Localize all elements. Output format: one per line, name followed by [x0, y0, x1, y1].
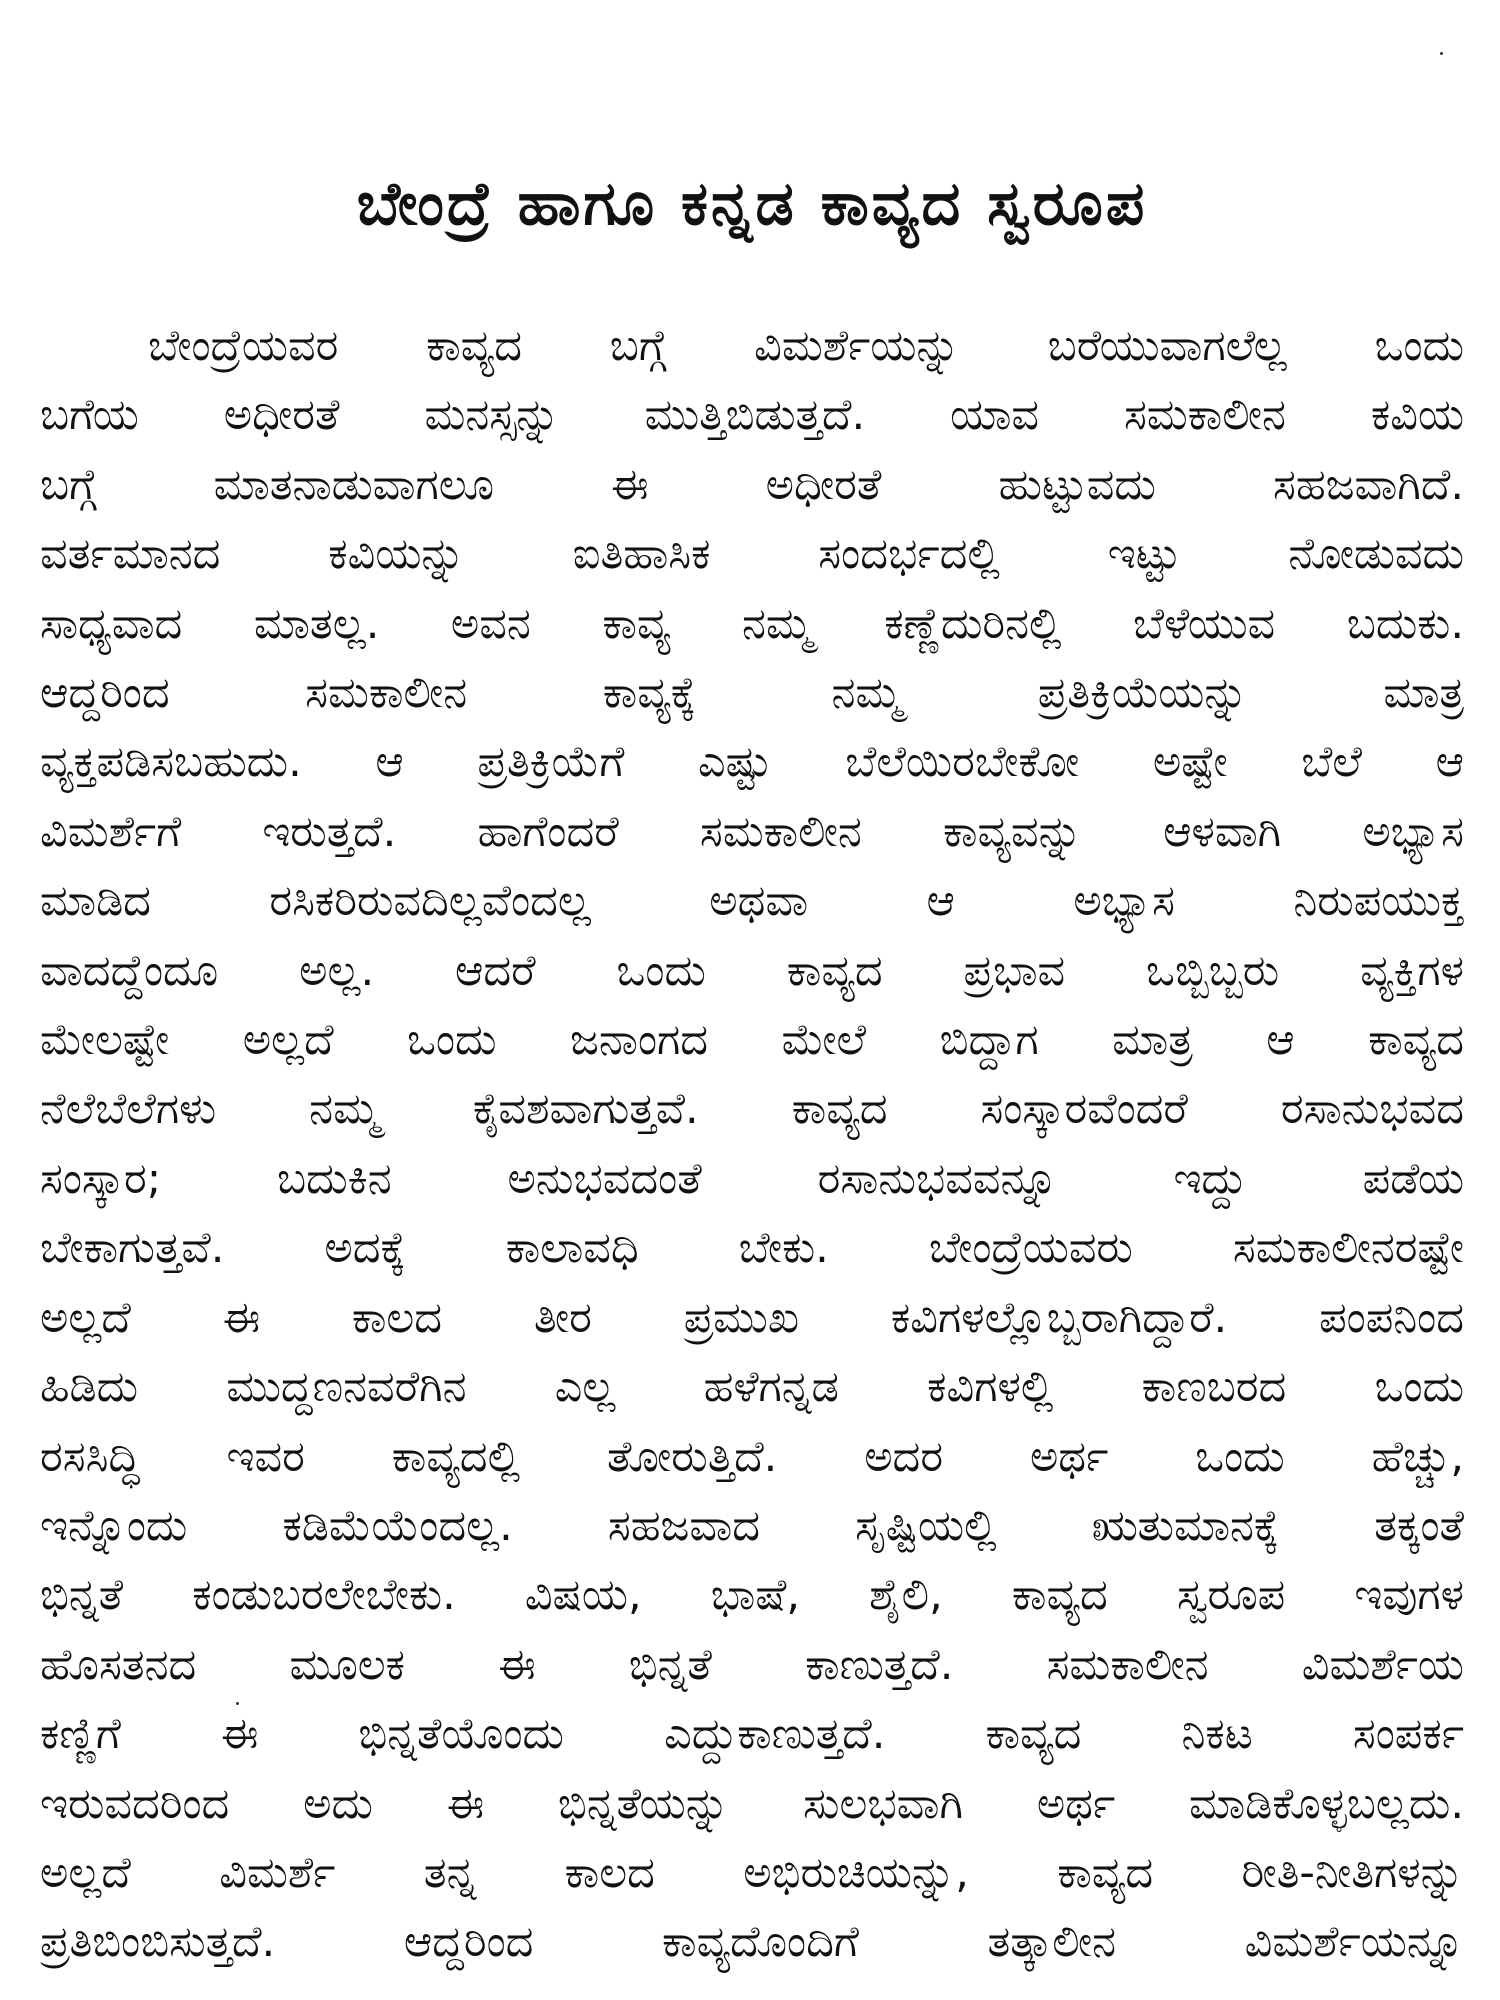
text-line: ಹಿಡಿದು ಮುದ್ದಣನವರೆಗಿನ ಎಲ್ಲ ಹಳೆಗನ್ನಡ ಕವಿಗಳಲ್ಲಿ ಕಾಣಬರದ ಒಂದು [40, 1362, 1464, 1413]
text-line: ಪ್ರತಿಬಿಂಬಿಸುತ್ತದೆ. ಆದ್ದರಿಂದ ಕಾವ್ಯದೊಂದಿಗೆ ತತ್ಕಾಲೀನ ವಿಮರ್ಶೆಯನ್ನೂ [40, 1917, 1464, 1968]
body-paragraph [40, 312, 1464, 1978]
text-line: ವಿಮರ್ಶೆಗೆ ಇರುತ್ತದೆ. ಹಾಗೆಂದರೆ ಸಮಕಾಲೀನ ಕಾವ್ಯವನ್ನು ಆಳವಾಗಿ ಅಭ್ಯಾಸ [40, 806, 1464, 857]
text-line: ಬೇಂದ್ರೆಯವರ ಕಾವ್ಯದ ಬಗ್ಗೆ ವಿಮರ್ಶೆಯನ್ನು ಬರೆಯುವಾಗಲೆಲ್ಲ ಒಂದು [148, 321, 1464, 371]
text-line: ಮಾಡಿದ ರಸಿಕರಿರುವದಿಲ್ಲವೆಂದಲ್ಲ ಅಥವಾ ಆ ಅಭ್ಯಾಸ ನಿರುಪಯುಕ್ತ [40, 876, 1464, 927]
scan-speck [236, 1702, 239, 1705]
text-line: ಭಿನ್ನತೆ ಕಂಡುಬರಲೇಬೇಕು. ವಿಷಯ, ಭಾಷೆ, ಶೈಲಿ, ಕಾವ್ಯದ ಸ್ವರೂಪ ಇವುಗಳ [40, 1570, 1464, 1621]
text-line: ಕಣ್ಣಿಗೆ ಈ ಭಿನ್ನತೆಯೊಂದು ಎದ್ದುಕಾಣುತ್ತದೆ. ಕಾವ್ಯದ ನಿಕಟ ಸಂಪರ್ಕ [40, 1709, 1464, 1760]
text-line: ಬಗೆಯ ಅಧೀರತೆ ಮನಸ್ಸನ್ನು ಮುತ್ತಿಬಿಡುತ್ತದೆ. ಯಾವ ಸಮಕಾಲೀನ ಕವಿಯ [40, 390, 1464, 441]
text-line: ಬಗ್ಗೆ ಮಾತನಾಡುವಾಗಲೂ ಈ ಅಧೀರತೆ ಹುಟ್ಟುವದು ಸಹಜವಾಗಿದೆ. [40, 459, 1464, 510]
text-line: ಬೇಕಾಗುತ್ತವೆ. ಅದಕ್ಕೆ ಕಾಲಾವಧಿ ಬೇಕು. ಬೇಂದ್ರೆಯವರು ಸಮಕಾಲೀನರಷ್ಟೇ [40, 1223, 1464, 1274]
text-line: ಅಲ್ಲದೆ ವಿಮರ್ಶೆ ತನ್ನ ಕಾಲದ ಅಭಿರುಚಿಯನ್ನು, ಕಾವ್ಯದ ರೀತಿ-ನೀತಿಗಳನ್ನು [40, 1847, 1464, 1898]
text-line: ಇನ್ನೊಂದು ಕಡಿಮೆಯೆಂದಲ್ಲ. ಸಹಜವಾದ ಸೃಷ್ಟಿಯಲ್ಲಿ ಋತುಮಾನಕ್ಕೆ ತಕ್ಕಂತೆ [40, 1500, 1464, 1551]
chapter-title: ಬೇಂದ್ರೆ ಹಾಗೂ ಕನ್ನಡ ಕಾವ್ಯದ ಸ್ವರೂಪ [356, 169, 1148, 239]
scan-speck [1440, 52, 1443, 55]
text-line: ಆದ್ದರಿಂದ ಸಮಕಾಲೀನ ಕಾವ್ಯಕ್ಕೆ ನಮ್ಮ ಪ್ರತಿಕ್ರಿಯೆಯನ್ನು ಮಾತ್ರ [40, 668, 1464, 719]
text-line: ಸಂಸ್ಕಾರ; ಬದುಕಿನ ಅನುಭವದಂತೆ ರಸಾನುಭವವನ್ನೂ ಇದ್ದು ಪಡೆಯ [40, 1153, 1464, 1204]
text-line: ಅಲ್ಲದೆ ಈ ಕಾಲದ ತೀರ ಪ್ರಮುಖ ಕವಿಗಳಲ್ಲೊಬ್ಬರಾಗಿದ್ದಾರೆ. ಪಂಪನಿಂದ [40, 1292, 1464, 1343]
text-line: ರಸಸಿದ್ಧಿ ಇವರ ಕಾವ್ಯದಲ್ಲಿ ತೋರುತ್ತಿದೆ. ಅದರ ಅರ್ಥ ಒಂದು ಹೆಚ್ಚು, [40, 1431, 1464, 1482]
text-line: ವರ್ತಮಾನದ ಕವಿಯನ್ನು ಐತಿಹಾಸಿಕ ಸಂದರ್ಭದಲ್ಲಿ ಇಟ್ಟು ನೋಡುವದು [40, 529, 1464, 580]
text-line: ನೆಲೆಬೆಲೆಗಳು ನಮ್ಮ ಕೈವಶವಾಗುತ್ತವೆ. ಕಾವ್ಯದ ಸಂಸ್ಕಾರವೆಂದರೆ ರಸಾನುಭವದ [40, 1084, 1464, 1135]
text-line: ಮೇಲಷ್ಟೇ ಅಲ್ಲದೆ ಒಂದು ಜನಾಂಗದ ಮೇಲೆ ಬಿದ್ದಾಗ ಮಾತ್ರ ಆ ಕಾವ್ಯದ [40, 1015, 1464, 1066]
text-line: ಸಾಧ್ಯವಾದ ಮಾತಲ್ಲ. ಅವನ ಕಾವ್ಯ ನಮ್ಮ ಕಣ್ಣೆದುರಿನಲ್ಲಿ ಬೆಳೆಯುವ ಬದುಕು. [40, 598, 1464, 649]
text-line: ಹೊಸತನದ ಮೂಲಕ ಈ ಭಿನ್ನತೆ ಕಾಣುತ್ತದೆ. ಸಮಕಾಲೀನ ವಿಮರ್ಶೆಯ [40, 1639, 1464, 1690]
text-line: ವ್ಯಕ್ತಪಡಿಸಬಹುದು. ಆ ಪ್ರತಿಕ್ರಿಯೆಗೆ ಎಷ್ಟು ಬೆಲೆಯಿರಬೇಕೋ ಅಷ್ಟೇ ಬೆಲೆ ಆ [40, 737, 1464, 788]
text-line: ಇರುವದರಿಂದ ಅದು ಈ ಭಿನ್ನತೆಯನ್ನು ಸುಲಭವಾಗಿ ಅರ್ಥ ಮಾಡಿಕೊಳ್ಳಬಲ್ಲದು. [40, 1778, 1464, 1829]
text-line: ವಾದದ್ದೆಂದೂ ಅಲ್ಲ. ಆದರೆ ಒಂದು ಕಾವ್ಯದ ಪ್ರಭಾವ ಒಬ್ಬಿಬ್ಬರು ವ್ಯಕ್ತಿಗಳ [40, 945, 1464, 996]
